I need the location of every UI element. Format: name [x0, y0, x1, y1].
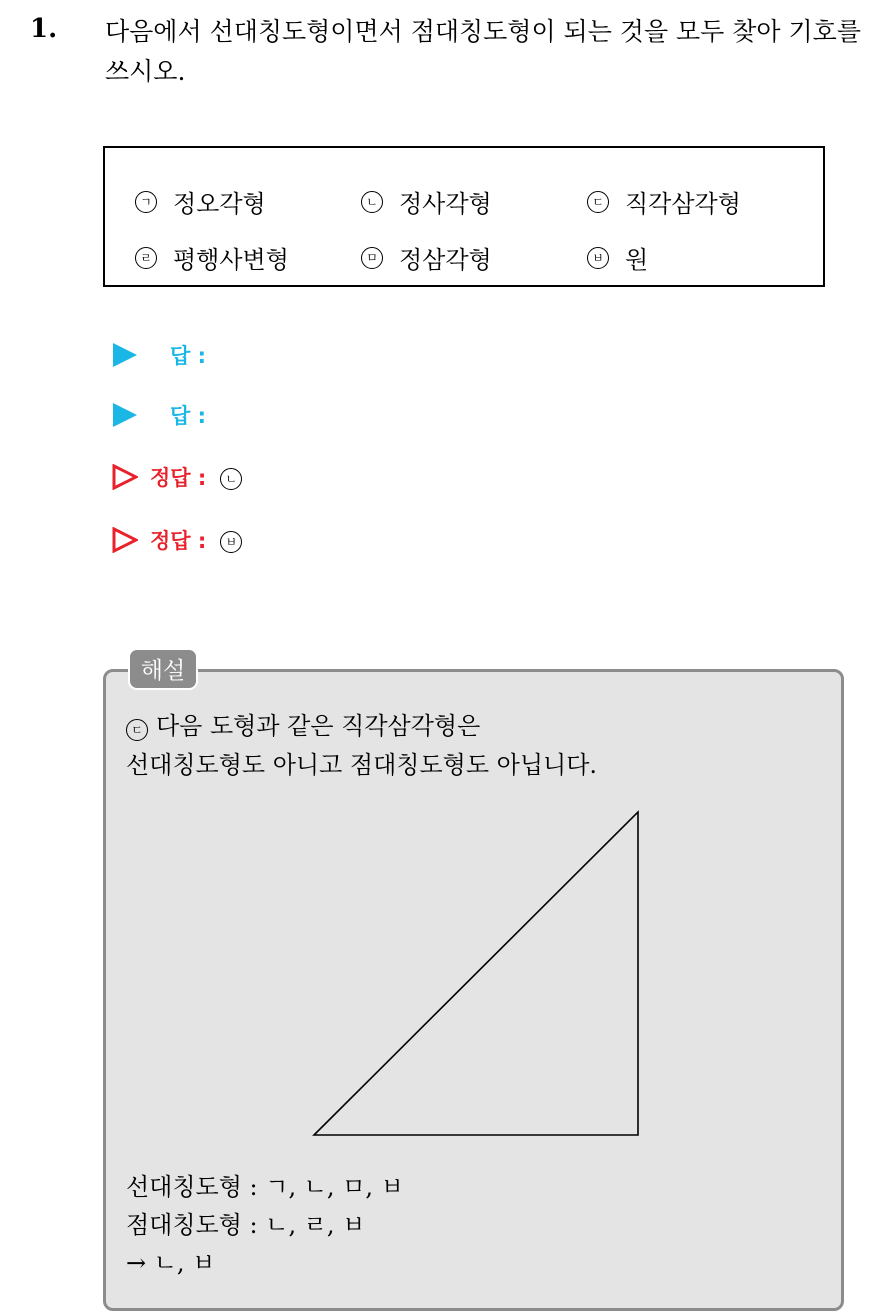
correct-answer-value-2 — [220, 527, 242, 553]
answer-row-1 — [112, 340, 220, 370]
outline-triangle-icon — [112, 464, 138, 490]
choice-4-label: 평행사변형 — [173, 246, 289, 274]
question-number: 1. — [30, 14, 58, 44]
choice-5-mark: ㅁ — [361, 247, 383, 269]
explanation-point-symmetric: 점대칭도형 : ㄴ, ㄹ, ㅂ — [126, 1211, 366, 1239]
choice-4-mark: ㄹ — [135, 247, 157, 269]
correct-answer-value-1 — [220, 464, 242, 490]
explanation-intro-line-1 — [126, 706, 480, 741]
correct-answer-label-2: 정답 : — [150, 529, 207, 553]
choice-3 — [587, 184, 741, 219]
explanation-conclusion: → ㄴ, ㅂ — [126, 1249, 216, 1277]
choice-6-label: 원 — [625, 246, 649, 274]
choice-1 — [135, 184, 266, 219]
choice-2-label: 정사각형 — [399, 190, 492, 218]
choice-6-mark: ㅂ — [587, 247, 609, 269]
question-text: 다음에서 선대칭도형이면서 점대칭도형이 되는 것을 모두 찾아 기호를 쓰시오. — [105, 17, 861, 86]
answer-row-2 — [112, 400, 220, 430]
filled-triangle-icon — [112, 342, 138, 368]
choice-4 — [135, 240, 289, 275]
answer-label-2: 답 : — [170, 404, 206, 428]
explanation-intro-line-2: 선대칭도형도 아니고 점대칭도형도 아닙니다. — [126, 751, 598, 779]
explanation-intro-mark: ㄷ — [126, 719, 148, 741]
choice-6 — [587, 240, 648, 275]
explanation-tab: 해설 — [128, 648, 198, 690]
choice-1-mark: ㄱ — [135, 191, 157, 213]
choice-2 — [361, 184, 492, 219]
choice-2-mark: ㄴ — [361, 191, 383, 213]
filled-triangle-icon — [112, 402, 138, 428]
choice-3-mark: ㄷ — [587, 191, 609, 213]
outline-triangle-icon — [112, 527, 138, 553]
correct-answer-row-1 — [112, 462, 242, 492]
correct-answer-mark-2: ㅂ — [220, 531, 242, 553]
correct-answer-label-1: 정답 : — [150, 466, 207, 490]
correct-answer-row-2 — [112, 525, 242, 555]
choice-3-label: 직각삼각형 — [625, 190, 741, 218]
choice-5-label: 정삼각형 — [399, 246, 492, 274]
choice-5 — [361, 240, 492, 275]
correct-answer-mark-1: ㄴ — [220, 468, 242, 490]
answer-label-1: 답 : — [170, 344, 206, 368]
explanation-intro-text-1: 다음 도형과 같은 직각삼각형은 — [156, 712, 481, 740]
choice-1-label: 정오각형 — [173, 190, 266, 218]
explanation-line-symmetric: 선대칭도형 : ㄱ, ㄴ, ㅁ, ㅂ — [126, 1173, 404, 1201]
